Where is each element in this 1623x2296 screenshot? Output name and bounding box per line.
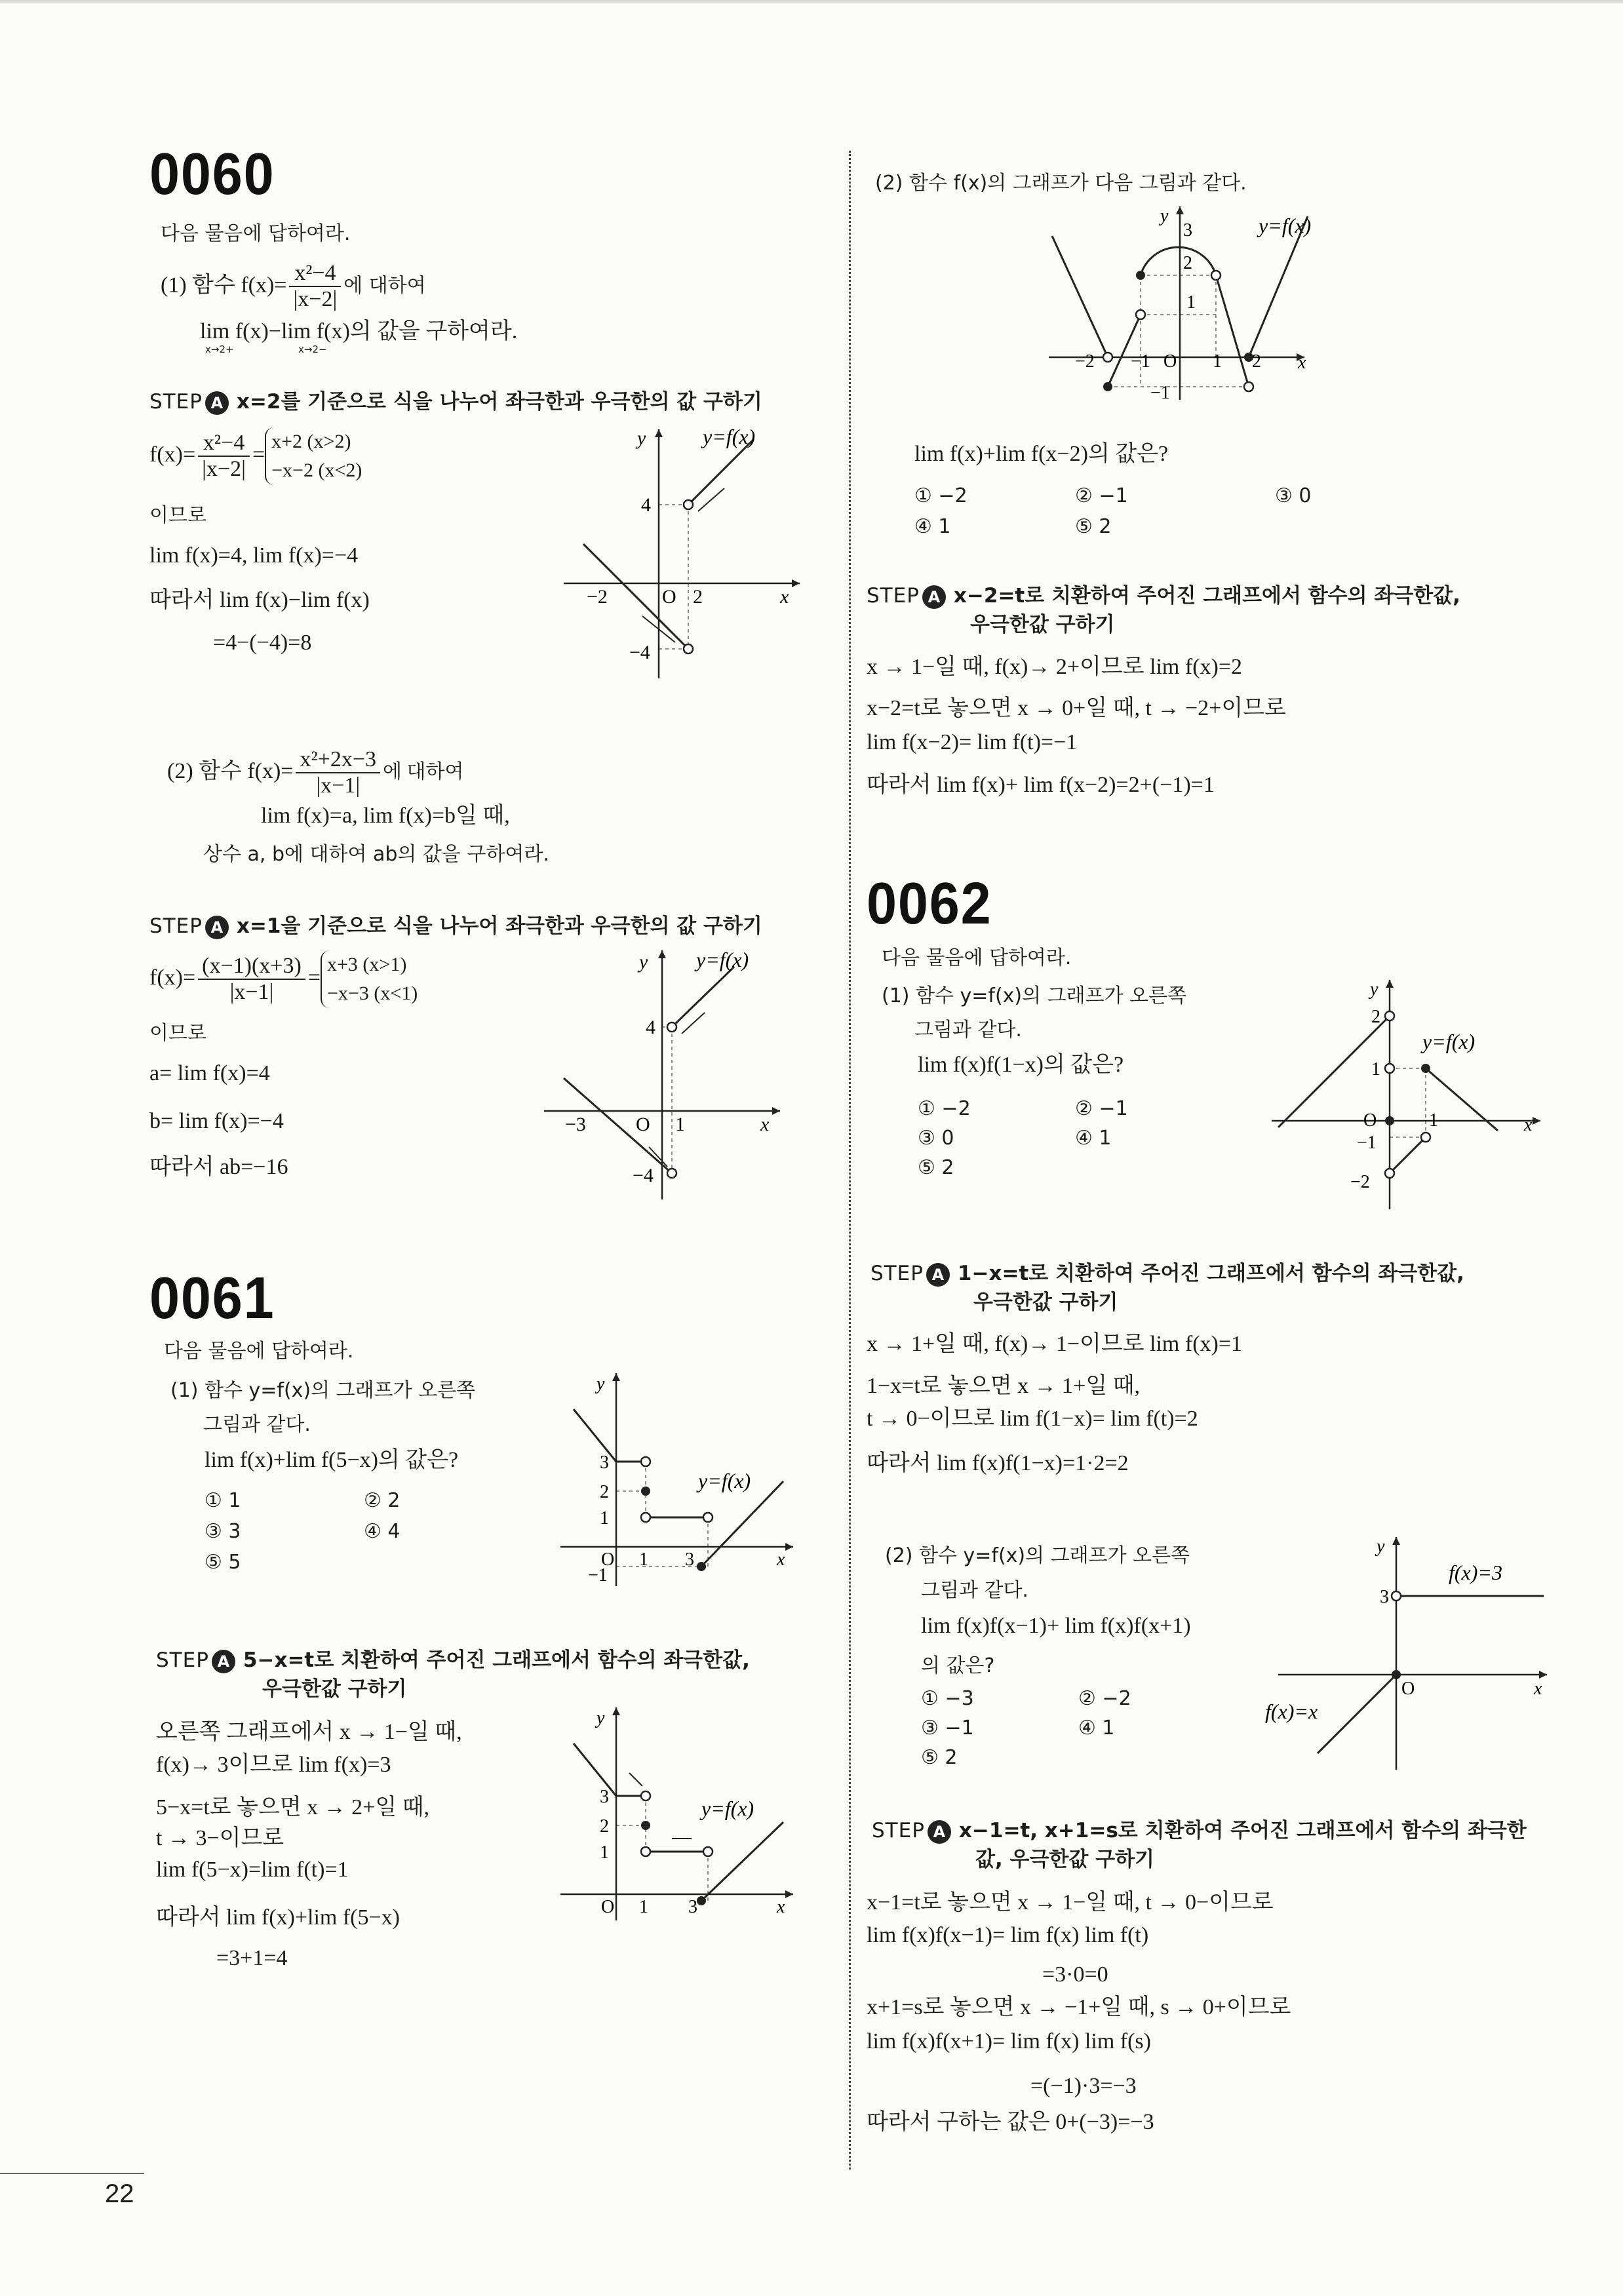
p62-step2-heading-2: 값, 우극한값 구하기 [975,1848,1154,1871]
p62-graph-1 [1272,977,1547,1209]
p62-step2-line3: =3·0=0 [1042,1962,1108,1987]
problem-number-0060: 0060 [149,142,275,207]
column-divider [849,151,851,2170]
p61-step-heading: STEP A 5−x=t로 치환하여 주어진 그래프에서 함수의 좌극한값, [156,1648,750,1672]
svg-text:4: 4 [641,494,651,516]
p62-step-heading-2: 우극한값 구하기 [973,1291,1118,1314]
p61-graph-1 [560,1370,800,1586]
svg-text:2: 2 [1252,351,1261,372]
p62-q2-line4: 의 값은? [921,1654,995,1677]
svg-text:y: y [1370,979,1379,1000]
svg-text:y=f(x): y=f(x) [696,948,749,971]
svg-text:y=f(x): y=f(x) [1259,214,1312,237]
p61-q2-choice-5[interactable]: ⑤ 2 [1075,515,1112,538]
svg-text:2: 2 [693,586,703,608]
svg-text:−1: −1 [588,1565,608,1586]
p61-graph-1-copy [560,1704,800,1920]
p60-step2-piecewise: f(x)= $\frac{(x-1)(x+3)}{|x-1|}$ = x+3 (x>1) −x−3 (x<1) [149,950,418,1008]
p62-step2-line4: x+1=s로 놓으면 x → −1+일 때, s → 0+이므로 [867,1995,1291,2019]
svg-text:O: O [636,1114,650,1135]
p61-q1-line2: 그림과 같다. [203,1413,311,1436]
svg-text:1: 1 [1371,1059,1380,1080]
g1-label: y=f(x) [703,426,756,448]
svg-text:1: 1 [600,1508,609,1528]
problem-number-0061: 0061 [149,1266,275,1331]
p62-q1-line1: (1) 함수 y=f(x)의 그래프가 오른쪽 [882,984,1187,1007]
p61-q1-line1: (1) 함수 y=f(x)의 그래프가 오른쪽 [170,1379,476,1402]
svg-text:y=f(x): y=f(x) [1422,1030,1476,1053]
svg-text:1: 1 [639,1897,648,1917]
p60-q1: (1) 함수 f(x)= $\frac{\text{x²−4}}{|x-2|}$ 에 대하여 [161,261,426,311]
p61-q2-line1: (2) 함수 f(x)의 그래프가 다음 그림과 같다. [875,172,1247,195]
p61-q2-expression: lim f(x)+lim f(x−2)의 값은? [914,442,1169,466]
svg-text:2: 2 [600,1482,609,1502]
svg-text:x: x [760,1114,770,1135]
footer-rule [0,2173,144,2174]
svg-text:−4: −4 [633,1165,654,1186]
p61-step-line3: 5−x=t로 놓으면 x → 2+일 때, [156,1795,430,1819]
p60-step2-imeuro: 이므로 [149,1022,206,1045]
p61-step-line4: t → 3−이므로 [156,1826,284,1850]
p61-step-line1: 오른쪽 그래프에서 x → 1−일 때, [156,1720,462,1744]
p61-step2-line4: 따라서 lim f(x)+ lim f(x−2)=2+(−1)=1 [867,773,1215,797]
svg-text:1: 1 [1186,292,1196,313]
p60-graph-2 [544,947,787,1199]
p62-step2-line2: lim f(x)f(x−1)= lim f(x) lim f(t) [867,1923,1149,1947]
svg-text:−2: −2 [1350,1172,1370,1192]
p62-step-heading: STEP A 1−x=t로 치환하여 주어진 그래프에서 함수의 좌극한값, [870,1262,1464,1285]
svg-text:1: 1 [600,1842,609,1863]
svg-text:−3: −3 [565,1114,586,1135]
p62-step2-line7: 따라서 구하는 값은 0+(−3)=−3 [867,2110,1154,2134]
svg-text:3: 3 [1183,220,1192,241]
p62-q2-line1: (2) 함수 y=f(x)의 그래프가 오른쪽 [885,1544,1190,1567]
page-number: 22 [105,2179,134,2208]
p61-intro: 다음 물음에 답하여라. [164,1340,354,1363]
p62-step2-line1: x−1=t로 놓으면 x → 1−일 때, t → 0−이므로 [867,1890,1274,1915]
svg-text:−1: −1 [1357,1133,1377,1153]
p61-step2-line2: x−2=t로 놓으면 x → 0+일 때, t → −2+이므로 [867,696,1286,720]
svg-text:x: x [780,586,789,608]
svg-text:1: 1 [639,1549,648,1570]
svg-text:O: O [662,586,676,608]
svg-text:f(x)=3: f(x)=3 [1449,1561,1502,1584]
p62-step2-line6: =(−1)·3=−3 [1030,2074,1137,2098]
p60-q1-expression: lim f(x)−lim f(x)의 값을 구하여라. [200,319,518,343]
p60-q2: (2) 함수 f(x)= $\frac{\text{x²+2x−3}}{|x-1|}$ 에 대하여 [167,747,464,798]
p62-choice-4[interactable]: ④ 1 [1075,1127,1112,1150]
p62-graph-2 [1265,1534,1554,1770]
svg-text:−4: −4 [629,642,650,663]
p62-step2-heading: STEP A x−1=t, x+1=s로 치환하여 주어진 그래프에서 함수의 좌극한 [872,1819,1527,1842]
svg-text:x: x [1534,1679,1542,1699]
svg-text:O: O [601,1549,615,1570]
svg-text:y: y [1160,206,1169,226]
p60-q1-sub2: x→2− [298,343,327,355]
p62-step-line1: x → 1+일 때, f(x)→ 1−이므로 lim f(x)=1 [867,1332,1243,1356]
svg-text:y: y [1377,1536,1385,1557]
p62-q2-choice-3[interactable]: ③ −1 [921,1717,974,1740]
p61-q1-expression: lim f(x)+lim f(5−x)의 값은? [205,1448,459,1472]
svg-text:x: x [777,1549,785,1570]
svg-text:3: 3 [1380,1587,1389,1607]
p60-step1-piecewise: f(x)= $\frac{\text{x²−4}}{|x-2|}$ = x+2 (x>2) −x−2 (x<2) [149,427,362,485]
p60-intro: 다음 물음에 답하여라. [161,222,351,245]
svg-text:−1: −1 [1150,383,1170,403]
svg-text:f(x)=x: f(x)=x [1265,1700,1318,1723]
right-branch [688,439,754,505]
p60-step1-therefore: 따라서 lim f(x)−lim f(x) [149,588,370,612]
svg-text:−1: −1 [1131,351,1150,372]
p62-q1-line2: 그림과 같다. [914,1019,1022,1041]
svg-text:O: O [1401,1679,1415,1699]
p62-q1-expression: lim f(x)f(1−x)의 값은? [918,1053,1124,1077]
p60-q2-question: 상수 a, b에 대하여 ab의 값을 구하여라. [203,843,549,866]
svg-text:y=f(x): y=f(x) [698,1469,751,1492]
p61-q2-choice-4[interactable]: ④ 1 [914,515,951,538]
p62-q2-choice-2[interactable]: ② −2 [1078,1687,1131,1710]
p61-q2-choice-3[interactable]: ③ 0 [1275,484,1312,507]
p61-step-line7: =3+1=4 [216,1946,288,1970]
p62-step2-line5: lim f(x)f(x+1)= lim f(x) lim f(s) [867,2029,1151,2053]
p62-step-line4: 따라서 lim f(x)f(1−x)=1·2=2 [867,1451,1129,1475]
p61-choice-3[interactable]: ③ 3 [205,1520,241,1543]
svg-text:y: y [637,427,646,449]
p61-step2-heading-2: 우극한값 구하기 [970,613,1115,636]
svg-text:2: 2 [600,1816,609,1837]
p61-step-line6: 따라서 lim f(x)+lim f(5−x) [156,1905,400,1930]
p62-choice-2[interactable]: ② −1 [1075,1097,1128,1120]
p61-choice-4[interactable]: ④ 4 [364,1520,401,1543]
svg-text:1: 1 [1429,1110,1438,1131]
p60-step2-result: 따라서 ab=−16 [149,1155,288,1179]
p62-q2-choice-4[interactable]: ④ 1 [1078,1717,1115,1740]
p61-choice-5[interactable]: ⑤ 5 [205,1551,241,1574]
p62-q2-choice-1[interactable]: ① −3 [921,1687,974,1710]
p61-step2-heading: STEP A x−2=t로 치환하여 주어진 그래프에서 함수의 좌극한값, [867,584,1460,608]
p60-q2-condition: lim f(x)=a, lim f(x)=b일 때, [261,804,510,828]
p61-choice-2[interactable]: ② 2 [364,1489,401,1512]
svg-text:y: y [639,951,648,973]
svg-text:3: 3 [600,1452,609,1473]
svg-text:2: 2 [1183,253,1192,273]
p61-q2-choice-2[interactable]: ② −1 [1075,484,1128,507]
svg-text:2: 2 [1371,1007,1380,1027]
svg-text:−2: −2 [1075,351,1095,372]
p60-step1-heading: STEP A x=2를 기준으로 식을 나누어 좌극한과 우극한의 값 구하기 [149,390,762,414]
svg-text:1: 1 [1213,351,1222,372]
svg-text:x: x [777,1897,785,1917]
p61-step-line2: f(x)→ 3이므로 lim f(x)=3 [156,1753,391,1777]
p62-step-line2: 1−x=t로 놓으면 x → 1+일 때, [867,1374,1141,1398]
p60-step2-heading: STEP A x=1을 기준으로 식을 나누어 좌극한과 우극한의 값 구하기 [149,914,762,938]
top-edge [0,0,1623,3]
svg-text:O: O [1363,1110,1377,1131]
p62-intro: 다음 물음에 답하여라. [882,946,1072,969]
p60-step1-limits: lim f(x)=4, lim f(x)=−4 [149,543,359,568]
svg-text:y: y [596,1374,605,1394]
p60-q1-sub1: x→2+ [205,343,234,355]
svg-text:3: 3 [685,1549,694,1570]
svg-text:x: x [1524,1115,1533,1135]
p62-q2-line2: 그림과 같다. [921,1579,1028,1602]
p61-graph-2 [1049,203,1350,413]
svg-text:1: 1 [675,1114,685,1135]
p61-step2-line1: x → 1−일 때, f(x)→ 2+이므로 lim f(x)=2 [867,655,1243,679]
svg-text:y=f(x): y=f(x) [701,1797,754,1820]
p61-step-heading-2: 우극한값 구하기 [262,1677,407,1701]
p61-choice-1[interactable]: ① 1 [205,1489,241,1512]
svg-text:4: 4 [646,1017,655,1038]
p62-step-line3: t → 0−이므로 lim f(1−x)= lim f(t)=2 [867,1407,1198,1431]
problem-number-0062: 0062 [867,871,992,937]
p62-choice-3[interactable]: ③ 0 [918,1127,954,1150]
p60-step1-imeuro: 이므로 [149,504,206,527]
svg-text:y: y [596,1708,605,1728]
svg-text:O: O [1163,351,1177,372]
svg-text:O: O [601,1897,615,1917]
p62-choice-1[interactable]: ① −2 [918,1097,971,1120]
p62-q2-choice-5[interactable]: ⑤ 2 [921,1746,958,1769]
p61-step-line5: lim f(5−x)=lim f(t)=1 [156,1858,349,1882]
p61-step2-line3: lim f(x−2)= lim f(t)=−1 [867,730,1078,754]
svg-text:3: 3 [688,1897,697,1917]
p61-q2-choice-1[interactable]: ① −2 [914,484,968,507]
p62-q2-expression: lim f(x)f(x−1)+ lim f(x)f(x+1) [921,1614,1191,1638]
svg-text:x: x [1298,353,1306,373]
p62-choice-5[interactable]: ⑤ 2 [918,1156,954,1179]
p60-step2-b: b= lim f(x)=−4 [149,1109,284,1133]
p60-step1-result: =4−(−4)=8 [213,631,312,655]
svg-text:3: 3 [600,1787,609,1807]
p60-graph-1 [564,426,806,678]
p60-step2-a: a= lim f(x)=4 [149,1061,270,1085]
svg-text:−2: −2 [587,586,608,608]
